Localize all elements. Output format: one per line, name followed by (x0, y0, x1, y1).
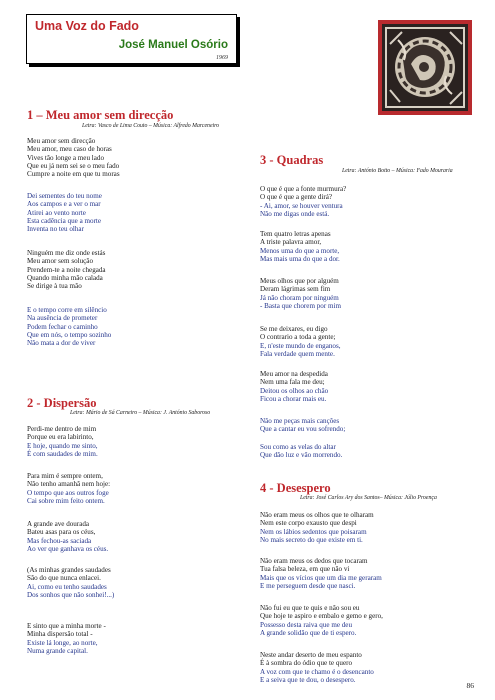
verse-line: Podem fechar o caminho (27, 322, 98, 331)
verse-line: E a seiva que te dou, o desespero. (260, 675, 356, 684)
song-3-stanza-4 (260, 325, 340, 358)
song-title-1: 1 – Meu amor sem direcção (27, 108, 174, 122)
verse-line: Ao ver que ganhava os céus. (27, 544, 109, 553)
verse-line: Não eram meus os olhos que te olharam (260, 511, 374, 519)
verse-line: Perdi-me dentro de mim (27, 425, 97, 433)
song-2-stanza-3 (27, 520, 108, 553)
verse-line: Que eu já nem sei se o meu fado (27, 161, 120, 170)
verse-line: Nem uma fala me deu; (260, 378, 325, 387)
verse-line: Mais que os vícios que um dia me geraram (260, 573, 382, 582)
album-cover-image (378, 20, 472, 115)
song-4-stanza-4 (260, 651, 374, 684)
song-1-stanza-1 (27, 137, 120, 178)
verse-line: Ai, como eu tenho saudades (27, 582, 107, 591)
song-credits-4: Letra: José Carlos Ary dos Santos– Música: Júlio Proença (300, 495, 437, 501)
verse-line: Esta cadência que a morte (27, 216, 102, 225)
verse-line: Ninguém me diz onde estás (27, 249, 106, 257)
verse-line: Numa grande capital. (27, 646, 88, 655)
verse-line: Sou como as velas do altar (260, 443, 336, 451)
verse-line: Meus olhos que por alguém (260, 277, 339, 285)
verse-line: É com saudades de mim. (27, 449, 98, 458)
verse-line: Tua falsa beleza, em que não vi (260, 565, 350, 574)
song-title-3: 3 - Quadras (260, 153, 324, 167)
verse-line: Não tenho amanhã nem hoje: (27, 480, 111, 489)
song-4-stanza-3 (260, 604, 383, 637)
song-4-stanza-1 (260, 511, 374, 544)
verse-line: Mas mais uma do que a dor. (260, 254, 340, 263)
verse-line: Não me digas onde está. (260, 209, 330, 218)
verse-line: O que é que a fonte murmura? (260, 185, 347, 193)
song-2-stanza-5 (27, 622, 106, 655)
artist-name: José Manuel Osório (118, 39, 228, 51)
verse-line: A triste palavra amor, (260, 238, 322, 247)
verse-line: Aos campos e a ver o mar (27, 200, 101, 209)
verse-line: Deram lágrimas sem fim (260, 285, 331, 294)
verse-line: Meu amor sem solução (27, 257, 93, 266)
verse-line: Meu amor na despedida (260, 370, 328, 378)
verse-line: O contrario a toda a gente; (260, 333, 336, 342)
song-2-stanza-1 (27, 425, 98, 458)
verse-line: - Basta que chorem por mim (260, 301, 341, 310)
verse-line: Inventa no teu olhar (27, 225, 84, 234)
verse-line: Não me peças mais canções (260, 417, 340, 425)
song-3-stanza-6 (260, 417, 345, 434)
verse-line: Cumpre a noite em que tu moras (27, 170, 120, 179)
song-3-stanza-1 (260, 185, 346, 218)
song-3-stanza-3 (260, 277, 341, 310)
verse-line: Se me deixares, eu digo (260, 325, 328, 333)
verse-line: Nem este corpo exausto que despi (260, 519, 357, 528)
verse-line: Prendem-te a noite chegada (27, 265, 106, 274)
song-credits-3: Letra: António Botto – Música: Fado Mouraria (342, 168, 453, 174)
verse-line: O tempo que aos outros foge (27, 488, 109, 497)
verse-line: Dei sementes do teu nome (27, 192, 102, 200)
verse-line: Não fui eu que te quis e não sou eu (260, 604, 360, 612)
verse-line: Para mim é sempre ontem, (27, 472, 103, 480)
verse-line: A voz com que te chamo é o desencanto (260, 667, 374, 676)
verse-line: Possesso desta raiva que me deu (260, 620, 353, 629)
verse-line: Não eram meus os dedos que tocaram (260, 557, 368, 565)
verse-line: Neste andar deserto de meu espanto (260, 651, 362, 659)
verse-line: E me perseguem desde que nasci. (260, 581, 356, 590)
song-1-stanza-2 (27, 192, 102, 233)
verse-line: Na ausência de prometer (27, 314, 98, 323)
verse-line: Que a cantar eu vou sofrendo; (260, 425, 346, 434)
verse-line: E, n'este mundo de enganos, (260, 341, 341, 350)
verse-line: (As minhas grandes saudades (27, 566, 111, 574)
verse-line: Já não choram por ninguém (260, 293, 339, 302)
song-title-4: 4 - Desespero (260, 481, 331, 495)
verse-line: É à sombra do ódio que te quero (260, 659, 352, 668)
verse-line: Quando minha mão calada (27, 273, 103, 282)
verse-line: E o tempo corre em silêncio (27, 306, 107, 314)
song-1-stanza-3 (27, 249, 106, 290)
verse-line: Atirei ao vento norte (27, 208, 86, 217)
verse-line: Vives tão longe a meu lado (27, 153, 104, 162)
verse-line: Nem os lábios sedentos que poisaram (260, 527, 367, 536)
verse-line: Bateu asas para os céus, (27, 528, 96, 537)
verse-line: No mais secreto do que existe em ti. (260, 535, 363, 544)
verse-line: Minha dispersão total - (27, 630, 93, 639)
verse-line: O que é que a gente dirá? (260, 193, 333, 202)
page-number: 86 (466, 681, 474, 690)
verse-line: Dos sonhos que não sonhei!...) (27, 590, 115, 599)
verse-line: Porque eu era labirinto, (27, 433, 94, 442)
song-3-stanza-7 (260, 443, 342, 460)
album-header (26, 14, 237, 64)
song-3-stanza-2 (260, 230, 340, 263)
verse-line: São do que nunca enlacei. (27, 574, 101, 583)
verse-line: Cai sobre mim feito ontem. (27, 496, 105, 505)
verse-line: Se dirige à tua mão (27, 282, 82, 291)
verse-line: Mas fechou-as saciada (27, 536, 92, 545)
verse-line: Meu amor, meu caso de horas (27, 145, 112, 154)
verse-line: E hoje, quando me sinto, (27, 441, 98, 450)
song-1-stanza-4 (27, 306, 111, 347)
verse-line: A grande ave dourada (27, 520, 90, 528)
verse-line: Que em nós, o tempo sozinho (27, 330, 112, 339)
song-2-stanza-2 (27, 472, 110, 505)
verse-line: Deitou os olhos ao chão (260, 386, 329, 395)
verse-line: Fala verdade quem mente. (260, 349, 335, 358)
verse-line: Tem quatro letras apenas (260, 230, 331, 238)
verse-line: Que hoje te aspiro e embalo e gemo e gero, (260, 612, 383, 621)
song-4-stanza-2 (260, 557, 382, 590)
song-3-stanza-5 (260, 370, 328, 403)
album-year: 1969 (216, 55, 228, 61)
verse-line: - Ai, amor, se houver ventura (260, 201, 343, 210)
verse-line: Meu amor sem direcção (27, 137, 96, 145)
verse-line: Que dão luz e vão morrendo. (260, 451, 343, 460)
verse-line: A grande solidão que de ti espero. (260, 628, 357, 637)
verse-line: Existe lá longe, ao norte, (27, 638, 98, 647)
verse-line: Não mata a dor de viver (27, 339, 96, 348)
verse-line: E sinto que a minha morte - (27, 622, 106, 630)
verse-line: Menos uma do que a morte, (260, 246, 340, 255)
song-credits-1: Letra: Vasco de Lima Couto – Música: Alfredo Marceneiro (82, 123, 220, 129)
song-2-stanza-4 (27, 566, 114, 599)
verse-line: Ficou a chorar mais eu. (260, 394, 327, 403)
song-title-2: 2 - Dispersão (27, 396, 97, 410)
album-title: Uma Voz do Fado (35, 19, 139, 33)
song-credits-2: Letra: Mário de Sá Carneiro – Música: J. António Saboroso (70, 410, 211, 416)
